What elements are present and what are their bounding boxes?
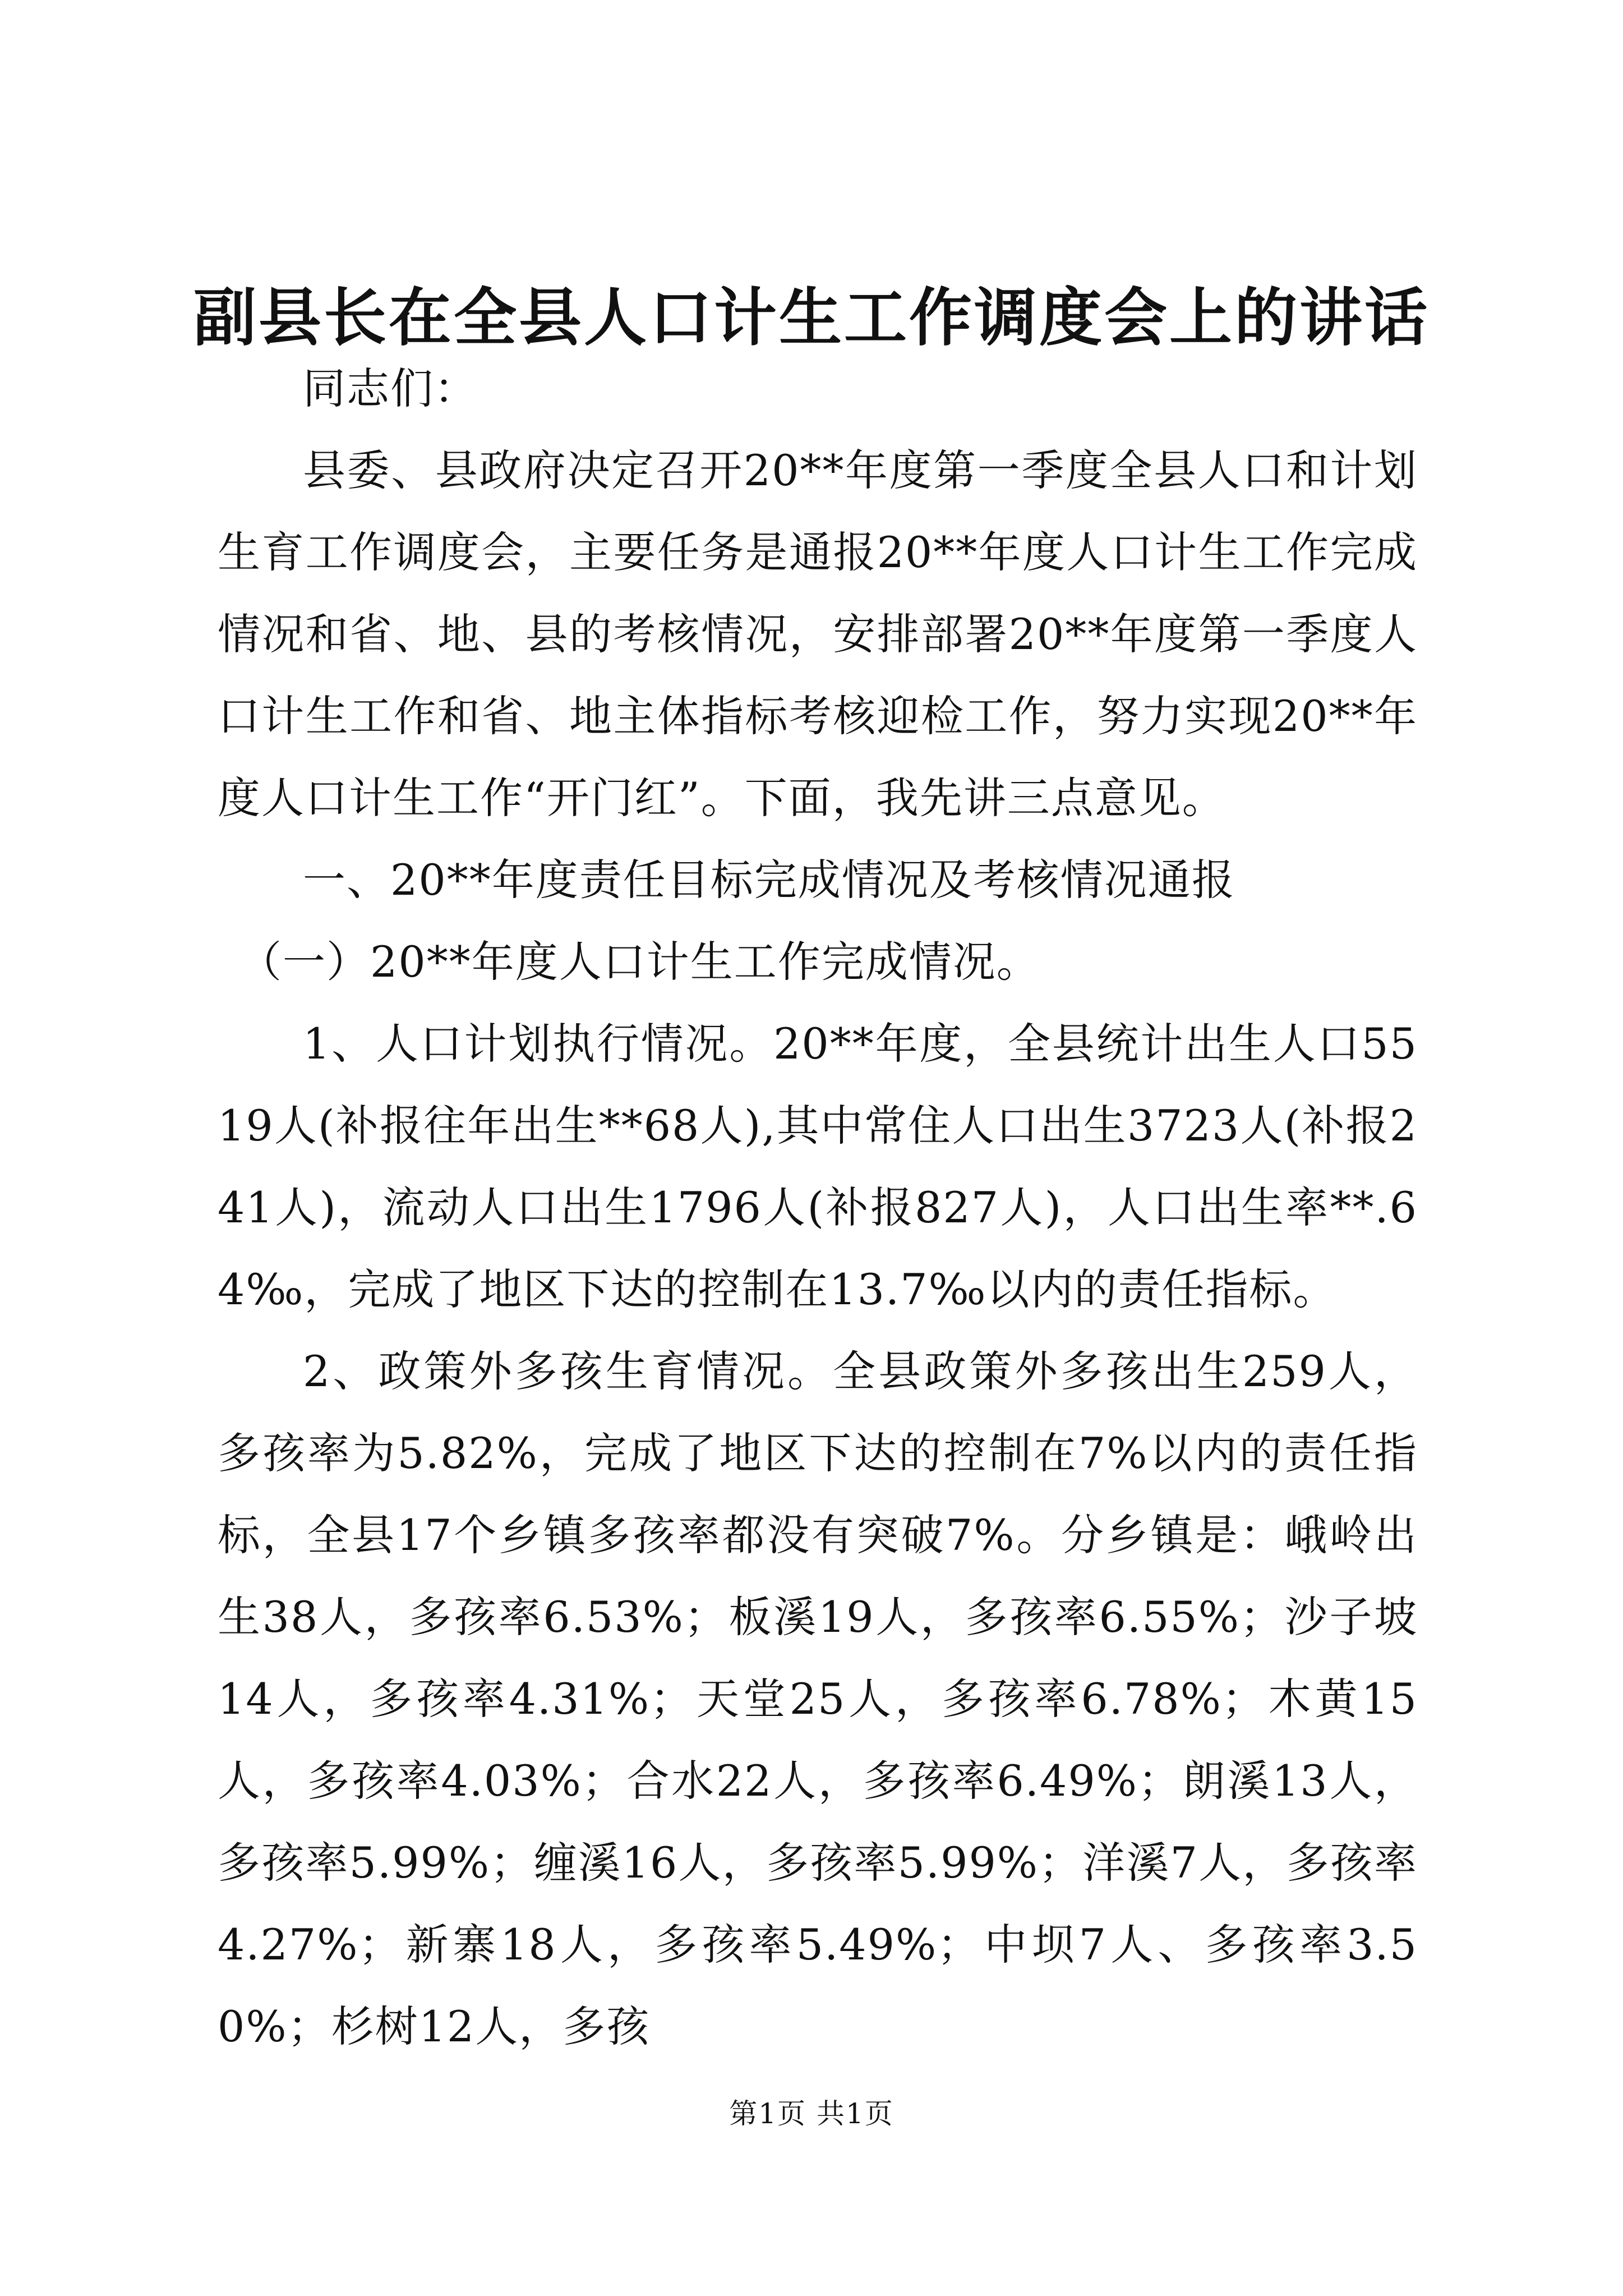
subsection-heading: （一）20**年度人口计生工作完成情况。	[239, 937, 1040, 987]
section-heading: 一、20**年度责任目标完成情况及考核情况通报	[303, 855, 1235, 905]
population-plan-paragraph: 1、人口计划执行情况。20**年度，全县统计出生人口5519人(补报往年出生**68人),其中常住人口出生3723人(补报241人)，流动人口出生1796人(补报827人)，人口出生率**.64‰，完成了地区下达的控制在13.7‰以内的责任指标。	[218, 1019, 1418, 1314]
document-title: 副县长在全县人口计生工作调度会上的讲话	[193, 281, 1430, 355]
salutation-paragraph: 同志们：	[303, 364, 478, 413]
document-body	[218, 348, 1418, 2068]
intro-paragraph: 县委、县政府决定召开20**年度第一季度全县人口和计划生育工作调度会，主要任务是通报20**年度人口计生工作完成情况和省、地、县的考核情况，安排部署20**年度第一季度人口计生工作和省、地主体指标考核迎检工作，努力实现20**年度人口计生工作“开门红”。下面，我先讲三点意见。	[218, 445, 1418, 823]
multi-child-paragraph: 2、政策外多孩生育情况。全县政策外多孩出生259人，多孩率为5.82%，完成了地区下达的控制在7%以内的责任指标，全县17个乡镇多孩率都没有突破7%。分乡镇是：峨岭出生38人，多孩率6.53%；板溪19人，多孩率6.55%；沙子坡14人，多孩率4.31%；天堂25人，多孩率6.78%；木黄15人，多孩率4.03%；合水22人，多孩率6.49%；朗溪13人，多孩率5.99%；缠溪16人，多孩率5.99%；洋溪7人，多孩率4.27%；新寨18人，多孩率5.49%；中坝7人、多孩率3.50%；杉树12人，多孩	[218, 1346, 1418, 2051]
page-footer: 第1页 共1页	[729, 2097, 894, 2130]
